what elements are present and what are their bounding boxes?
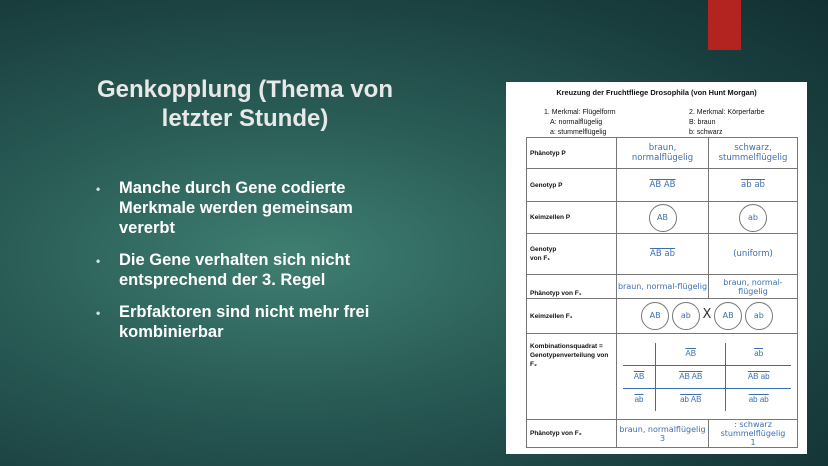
gamete-circle: AB	[714, 302, 742, 330]
row-label: Phänotyp von F₂	[527, 420, 617, 448]
handwritten-cell: braun, normal-flügelig	[617, 275, 709, 299]
slide-title: Genkopplung (Thema von letzter Stunde)	[96, 76, 393, 132]
table-row	[527, 334, 798, 420]
gamete-circle: ab	[745, 302, 773, 330]
gamete-circle: ab	[672, 302, 700, 330]
punnett-square	[623, 343, 791, 411]
gamete-circle: AB	[641, 302, 669, 330]
f2-left-text: braun, normalflügelig	[619, 424, 706, 434]
punnett-header: $\overline{AB}$	[623, 365, 656, 388]
handwritten-cell: braun, normalflügelig	[617, 138, 709, 169]
gamete-circle: ab	[739, 204, 767, 232]
f2-ratio-left: 3	[659, 433, 666, 443]
table-row	[527, 275, 798, 299]
handwritten-cell: (uniform)	[709, 234, 798, 275]
handwritten-cell	[709, 420, 798, 448]
crossing-table	[526, 137, 798, 448]
table-row	[527, 202, 798, 234]
worksheet-title: Kreuzung der Fruchtfliege Drosophila (von Hunt Morgan)	[556, 88, 757, 97]
row-label-line1: Genotyp	[530, 246, 557, 253]
punnett-header: $\overline{AB}$	[656, 343, 726, 366]
punnett-corner	[623, 343, 656, 366]
punnett-cell: ab ab	[748, 395, 769, 404]
bullet-item	[96, 178, 396, 238]
row-label	[527, 234, 617, 275]
handwritten-cell: schwarz, stummelflügelig	[709, 138, 798, 169]
punnett-header: $\overline{ab}$	[726, 343, 791, 366]
merkmal1-upper: A: normalflügelig	[550, 119, 603, 126]
handwritten-cell: AB AB	[617, 169, 709, 202]
handwritten-cell: braun, normal-flügelig	[709, 275, 798, 299]
punnett-header: $\overline{ab}$	[623, 388, 656, 411]
merkmal2-heading: 2. Merkmal: Körperfarbe	[689, 109, 765, 116]
punnett-row	[623, 343, 791, 366]
worksheet-image	[506, 82, 807, 454]
handwritten-cell	[617, 299, 798, 334]
handwritten-cell	[709, 202, 798, 234]
punnett-cell: AB AB	[656, 365, 726, 388]
bullet-dot-icon: •	[96, 306, 101, 320]
cross-symbol: X	[702, 307, 712, 322]
table-row	[527, 169, 798, 202]
bullet-text: Die Gene verhalten sich nicht entsprechend der 3. Regel	[119, 251, 351, 289]
bullet-list	[96, 178, 396, 354]
accent-bar	[708, 0, 741, 50]
bullet-item	[96, 250, 396, 290]
row-label: Kombinationsquadrat = Genotypenverteilung von F₂	[527, 334, 617, 420]
punnett-cell: AB ab	[726, 365, 791, 388]
bullet-text: Manche durch Gene codierte Merkmale werden gemeinsam vererbt	[119, 179, 353, 237]
handwritten-cell	[617, 202, 709, 234]
gamete-circle: AB	[649, 204, 677, 232]
bullet-text: Erbfaktoren sind nicht mehr frei kombinierbar	[119, 303, 370, 341]
row-label: Phänotyp P	[527, 138, 617, 169]
punnett-row	[623, 365, 791, 388]
table-row	[527, 420, 798, 448]
bullet-item	[96, 302, 396, 342]
handwritten-cell	[617, 420, 709, 448]
row-label-line2: von F₁	[530, 255, 551, 262]
bullet-dot-icon: •	[96, 254, 101, 268]
table-row	[527, 299, 798, 334]
merkmal1-block	[544, 108, 616, 138]
punnett-row	[623, 388, 791, 411]
table-row	[527, 138, 798, 169]
merkmal1-lower: a: stummelflügelig	[550, 129, 607, 136]
row-label: Keimzellen F₁	[527, 299, 617, 334]
merkmal2-upper: B: braun	[689, 119, 716, 126]
table-row	[527, 234, 798, 275]
bullet-dot-icon: •	[96, 182, 101, 196]
punnett-square-cell	[617, 334, 798, 420]
handwritten-cell: ab ab	[709, 169, 798, 202]
punnett-cell: ab AB	[656, 388, 726, 411]
f2-right-text: : schwarz stummelflügelig	[720, 420, 786, 438]
f2-ratio-right: 1	[750, 438, 756, 447]
row-label: Genotyp P	[527, 169, 617, 202]
row-label: Phänotyp von F₁	[527, 275, 617, 299]
merkmal1-heading: 1. Merkmal: Flügelform	[544, 109, 616, 116]
handwritten-cell: AB ab	[617, 234, 709, 275]
row-label: Keimzellen P	[527, 202, 617, 234]
merkmal2-lower: b: schwarz	[689, 129, 723, 136]
merkmal2-block	[689, 108, 764, 138]
